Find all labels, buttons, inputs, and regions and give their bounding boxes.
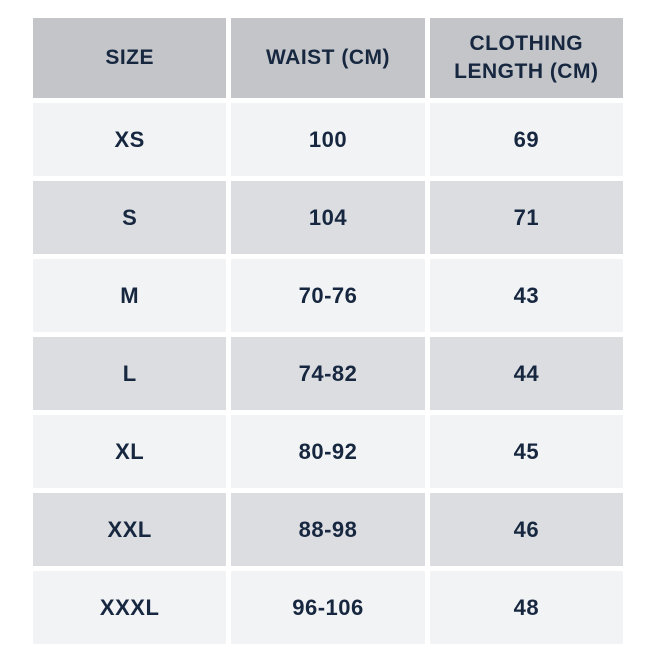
cell-s-size: S: [33, 181, 226, 254]
cell-xxl-size: XXL: [33, 493, 226, 566]
cell-l-waist: 74-82: [231, 337, 424, 410]
cell-m-size: M: [33, 259, 226, 332]
cell-xl-size: XL: [33, 415, 226, 488]
cell-xs-length: 69: [430, 103, 623, 176]
cell-l-length: 44: [430, 337, 623, 410]
table-row-l: [33, 337, 623, 410]
header-cell-length: CLOTHING LENGTH (CM): [430, 18, 623, 98]
table-header-row: [33, 18, 623, 98]
cell-s-length: 71: [430, 181, 623, 254]
cell-s-waist: 104: [231, 181, 424, 254]
cell-xs-waist: 100: [231, 103, 424, 176]
cell-xxxl-waist: 96-106: [231, 571, 424, 644]
cell-xs-size: XS: [33, 103, 226, 176]
cell-l-size: L: [33, 337, 226, 410]
cell-xl-waist: 80-92: [231, 415, 424, 488]
header-cell-size: SIZE: [33, 18, 226, 98]
table-row-xs: [33, 103, 623, 176]
table-row-xxxl: [33, 571, 623, 644]
header-cell-waist: WAIST (CM): [231, 18, 424, 98]
cell-m-length: 43: [430, 259, 623, 332]
table-row-xxl: [33, 493, 623, 566]
cell-xxl-waist: 88-98: [231, 493, 424, 566]
cell-xxxl-length: 48: [430, 571, 623, 644]
cell-xxxl-size: XXXL: [33, 571, 226, 644]
table-row-s: [33, 181, 623, 254]
cell-xxl-length: 46: [430, 493, 623, 566]
table-row-xl: [33, 415, 623, 488]
cell-xl-length: 45: [430, 415, 623, 488]
table-row-m: [33, 259, 623, 332]
cell-m-waist: 70-76: [231, 259, 424, 332]
size-chart-table: [33, 18, 623, 644]
